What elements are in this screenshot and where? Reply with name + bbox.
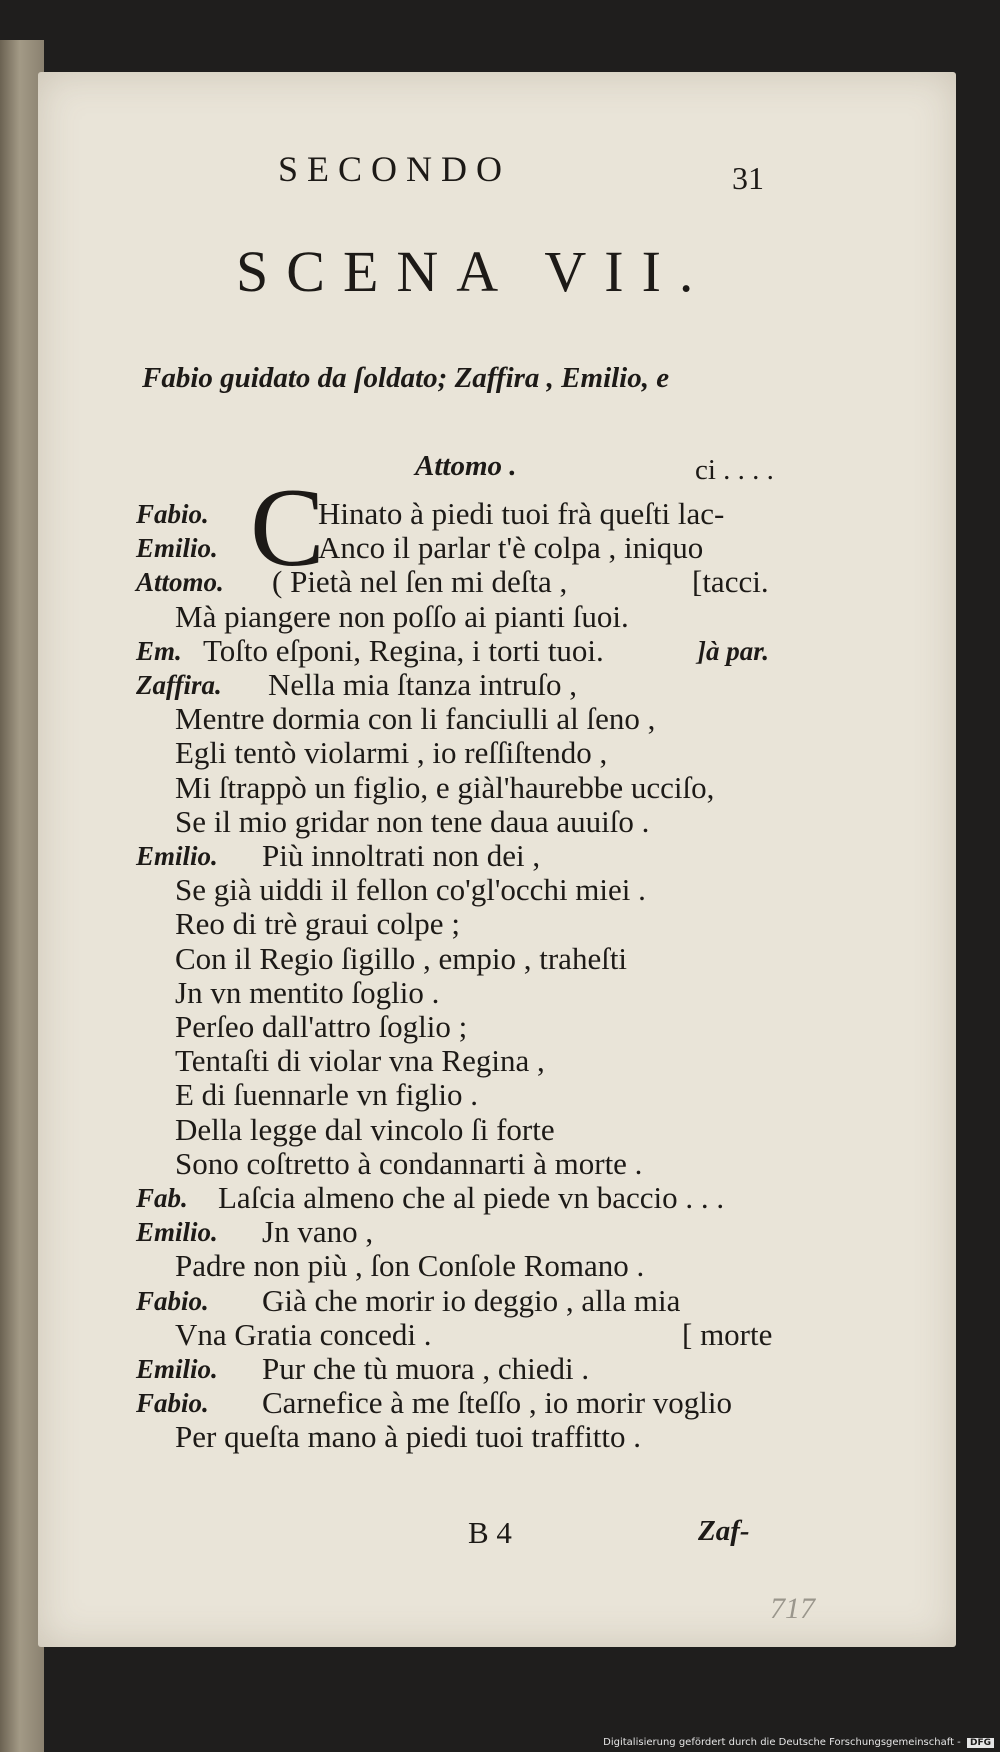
shelfmark-note: 717 [770,1592,815,1625]
speaker-label: Attomo. [136,567,224,598]
speaker-label: Em. [136,635,182,666]
verse-line: Già che morir io deggio , alla mia [262,1282,681,1318]
verse-line: Nella mia ſtanza intruſo , [268,667,578,702]
verse-line: Toſto eſponi, Regina, i torti tuoi. [203,632,604,668]
speaker-label: Emilio. [136,1217,218,1248]
speaker-label: Emilio. [136,533,218,564]
verse-line: Reo di trè graui colpe ; [175,906,460,942]
verse-line: Vna Gratia concedi . [175,1316,432,1352]
speaker-label: Fab. [136,1183,188,1213]
running-head: SECONDO [278,149,512,189]
verse-line: Jn vano , [262,1214,374,1250]
verse-line: Sono coſtretto à condannarti à morte . [175,1145,643,1181]
verse-line: Pur che tù muora , chiedi . [262,1351,590,1386]
verse-line: Mà piangere non poſſo ai pianti ſuoi. [175,598,629,634]
speaker-label: Zaffira. [136,670,222,700]
signature-mark: B 4 [468,1515,512,1550]
catchword: Zaf- [698,1515,750,1547]
verse-line: ( Pietà nel ſen mi deſta , [272,564,568,600]
dramatis-personae: Fabio guidato da ſoldato; Zaffira , Emilio, e [142,362,670,394]
verse-line: Più innoltrati non dei , [262,838,541,873]
speaker-label: Fabio. [136,1285,209,1316]
stage-note: ]à par. [697,635,770,666]
dfg-logo: DFG [967,1738,994,1748]
speaker-label: Fabio. [136,499,209,529]
verse-line: Laſcia almeno che al piede vn baccio . . . [218,1180,725,1215]
footer-text: Digitalisierung gefördert durch die Deutsche Forschungsgemeinschaft - [603,1737,961,1748]
verse-line: Se già uiddi il fellon co'gl'occhi miei . [175,872,646,908]
verse-line: Padre non più , ſon Conſole Romano . [175,1248,645,1284]
verse-line: Della legge dal vincolo ſi forte [175,1111,555,1147]
verse-line: Egli tentò violarmi , io reſſiſtendo , [175,735,608,771]
verse-line: Anco il parlar t'è colpa , iniquo [318,530,704,566]
verse-line: Se il mio gridar non tene daua auuiſo . [175,803,650,839]
stage-note: [ morte [682,1316,773,1352]
verse-line: Per queſta mano à piedi tuoi traffitto . [175,1419,642,1455]
scene-title: SCENA VII. [236,239,712,304]
verse-line: Hinato à piedi tuoi frà queſti lac- [318,496,725,531]
drop-cap: C [250,466,325,590]
stage-note: [tacci. [692,564,769,600]
verse-line: Con il Regio ſigillo , empio , traheſti [175,940,628,976]
speaker-label: Fabio. [136,1388,209,1419]
verse-line: Mentre dormia con li fanciulli al ſeno , [175,701,656,737]
verse-line: Jn vn mentito ſoglio . [175,974,440,1010]
dramatis-trailing: ci . . . . [695,454,774,486]
speaker-label: Emilio. [136,841,218,871]
verse-line: Perſeo dall'attro ſoglio ; [175,1009,468,1044]
dramatis-personae-continued: Attomo . [415,450,517,482]
verse-line: Mi ſtrappò un figlio, e giàl'haurebbe ucciſo, [175,769,715,805]
speaker-label: Emilio. [136,1354,218,1384]
verse-line: E di ſuennarle vn figlio . [175,1077,479,1113]
digitization-footer [603,1737,994,1748]
page-number: 31 [732,160,764,196]
verse-line: Carnefice à me ſteſſo , io morir voglio [262,1385,733,1421]
verse-line: Tentaſti di violar vna Regina , [175,1043,545,1079]
